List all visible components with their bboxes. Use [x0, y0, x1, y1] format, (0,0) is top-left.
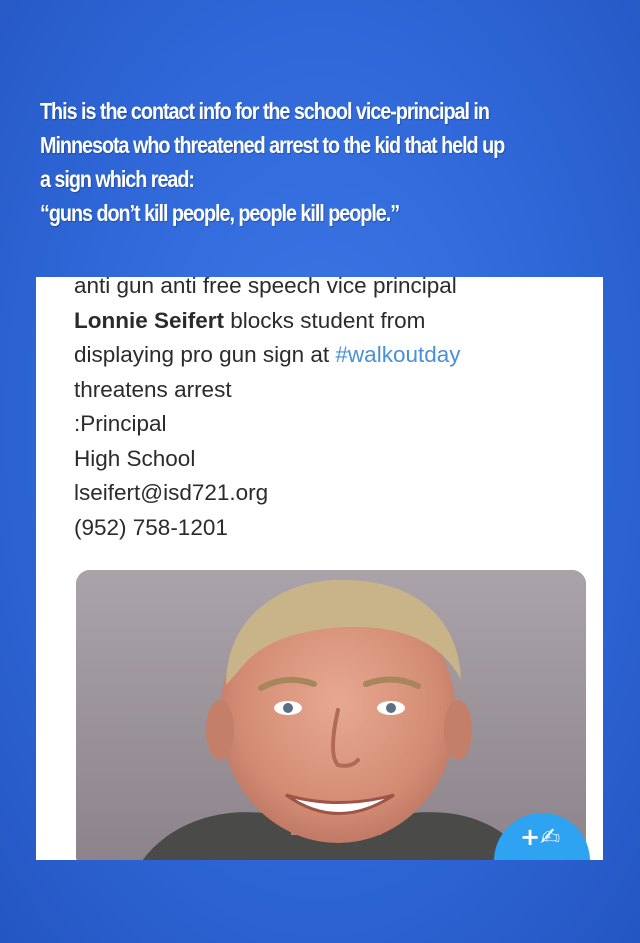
portrait-photo[interactable]: [76, 570, 586, 860]
email-address[interactable]: lseifert@isd721.org: [74, 480, 269, 505]
post-line-2: [74, 304, 594, 339]
post-line-3: [74, 338, 594, 373]
headline-line-4: “guns don’t kill people, people kill people.”: [40, 200, 400, 226]
post-body: [74, 277, 594, 545]
post-line-2-rest: blocks student from: [224, 307, 426, 333]
headline-line-3: a sign which read:: [40, 166, 194, 192]
phone-number[interactable]: (952) 758-1201: [74, 514, 228, 540]
post-line-1: anti gun anti free speech vice principal: [74, 277, 457, 298]
post-line-6: High School: [74, 445, 196, 471]
headline-caption: [40, 94, 535, 230]
hashtag-link[interactable]: #walkoutday: [335, 342, 461, 367]
post-line-4: threatens arrest: [74, 376, 232, 402]
person-name: Lonnie Seifert: [74, 307, 225, 333]
portrait-illustration: [76, 570, 586, 860]
headline-line-2: Minnesota who threatened arrest to the kid that held up: [40, 132, 505, 158]
compose-icon: +✍: [520, 823, 561, 851]
headline-line-1: This is the contact info for the school vice-principal in: [40, 98, 489, 124]
post-line-3-prefix: displaying pro gun sign at: [74, 342, 336, 367]
post-line-5: :Principal: [74, 411, 167, 436]
screenshot-card: [36, 277, 603, 860]
